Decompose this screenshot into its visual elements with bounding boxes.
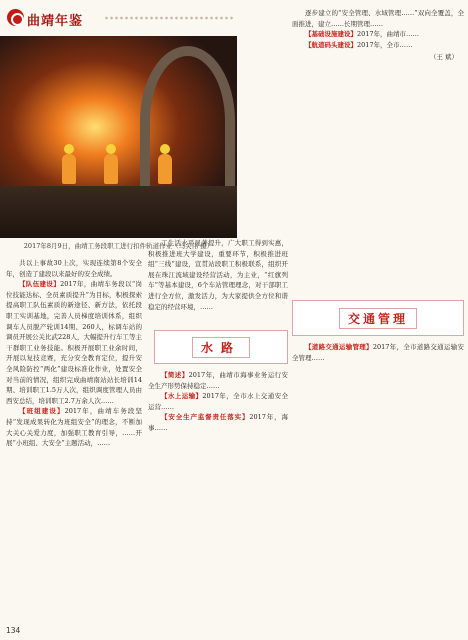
yearbook-logo-icon — [7, 9, 24, 26]
paragraph — [148, 412, 288, 433]
section-heading: 【基础设施建设】 — [305, 30, 357, 39]
section-title: 交通管理 — [339, 308, 417, 329]
paragraph: 逐步建立的“安全管理、水域管理……”双向全覆盖，全面推进，建立……长期管理…… — [292, 9, 464, 28]
paragraph-text: 2017年，曲靖市…… — [357, 30, 420, 39]
section-heading: 【道路交通运输管理】 — [305, 343, 373, 351]
section-heading: 【队伍建设】 — [19, 280, 61, 289]
column-2-lower — [148, 370, 288, 434]
paragraph — [6, 279, 142, 406]
paragraph: 工生活水平显著提升，广大职工得到实惠，积极推进班大学建设，重要环节，积极推进班组“三线”建设，宣贯站段职工积极联系，组织开展在珠江流域建设经营活动，为主业，“红旗列车”等基本建设，6个车站管理理念，对干部职工进行全方位，激发活力，为大家提供全方位和谐稳定的经营环境，…… — [148, 239, 288, 311]
section-heading: 【简述】 — [161, 371, 189, 379]
section-title-box — [292, 300, 464, 336]
section-title-box — [154, 330, 288, 364]
section-heading: 【安全生产监督责任落实】 — [161, 413, 250, 422]
worker-figure — [158, 154, 172, 184]
column-3-lower — [292, 342, 464, 363]
paragraph — [292, 342, 464, 363]
worker-figure — [62, 154, 76, 184]
track-bed — [0, 186, 237, 238]
section-title: 水路 — [192, 337, 250, 358]
page-number: 134 — [6, 626, 21, 635]
worker-figure — [104, 154, 118, 184]
paragraph-text: 2017年，曲靖车务段坚持“发现成果转化为班组安全”的理念，不断加大关心关爱力度，加强职工教育引导，……开展“小班组、大安全”主题活动，…… — [6, 407, 142, 448]
byline: （王 斌） — [429, 53, 458, 62]
paragraph: 共以上事故30上次，实现连续第8个安全年，创造了建段以来最好的安全成绩。 — [6, 259, 142, 278]
column-3 — [292, 8, 464, 65]
page-header — [0, 0, 237, 36]
header-dot-rule — [104, 15, 234, 21]
paragraph — [292, 40, 464, 51]
photo-caption: 2017年8月9日，曲靖工务段职工进行扣件轨道作业（马关伟 摄） — [23, 242, 214, 250]
section-heading: 【水上运输】 — [161, 392, 203, 401]
paragraph-text: 2017年，曲靖市海事业务运行安全生产形势保持稳定…… — [148, 371, 289, 390]
railway-night-work-photo — [0, 36, 237, 238]
paragraph-text: 2017年，海事…… — [148, 413, 289, 432]
paragraph — [292, 29, 464, 40]
paragraph — [6, 406, 142, 448]
paragraph — [148, 391, 288, 412]
tunnel-arch — [140, 46, 235, 196]
section-heading: 【航道码头建设】 — [305, 40, 357, 49]
paragraph-text: 2017年，全市道路交通运输安全管理…… — [292, 343, 465, 362]
paragraph — [148, 370, 288, 391]
paragraph-text: 2017年，全市…… — [357, 40, 413, 49]
section-heading: 【班组建设】 — [19, 407, 65, 416]
column-1 — [6, 258, 142, 449]
yearbook-title: 曲靖年鉴 — [27, 14, 84, 29]
column-2 — [148, 238, 288, 312]
paragraph-text: 2017年，全市水上交通安全运营…… — [148, 392, 288, 411]
paragraph-text: 2017年，曲靖车务段以“岗位技能达标、全员素质提升”为目标，积极探索提高职工队伍素质的新途径、新方法，依托段职工实训基地，完善人员梯度培训体系，组织调车人员脱产轮训14期、260人，标调车站的调员开展公关比武228人，大幅提升行车工等主干群职工业务技能。积极开展职工业余时间，开展以复技竞赛，充分安全教育定位，提升安全风险防控“两化”建设标准化作业，处置安全对当前的情况，组织完成曲靖南站站长培训14期、培训职工1.5万人次，组织调度管理人员由西安总结，培训职工2.7万余人次…… — [6, 280, 142, 405]
